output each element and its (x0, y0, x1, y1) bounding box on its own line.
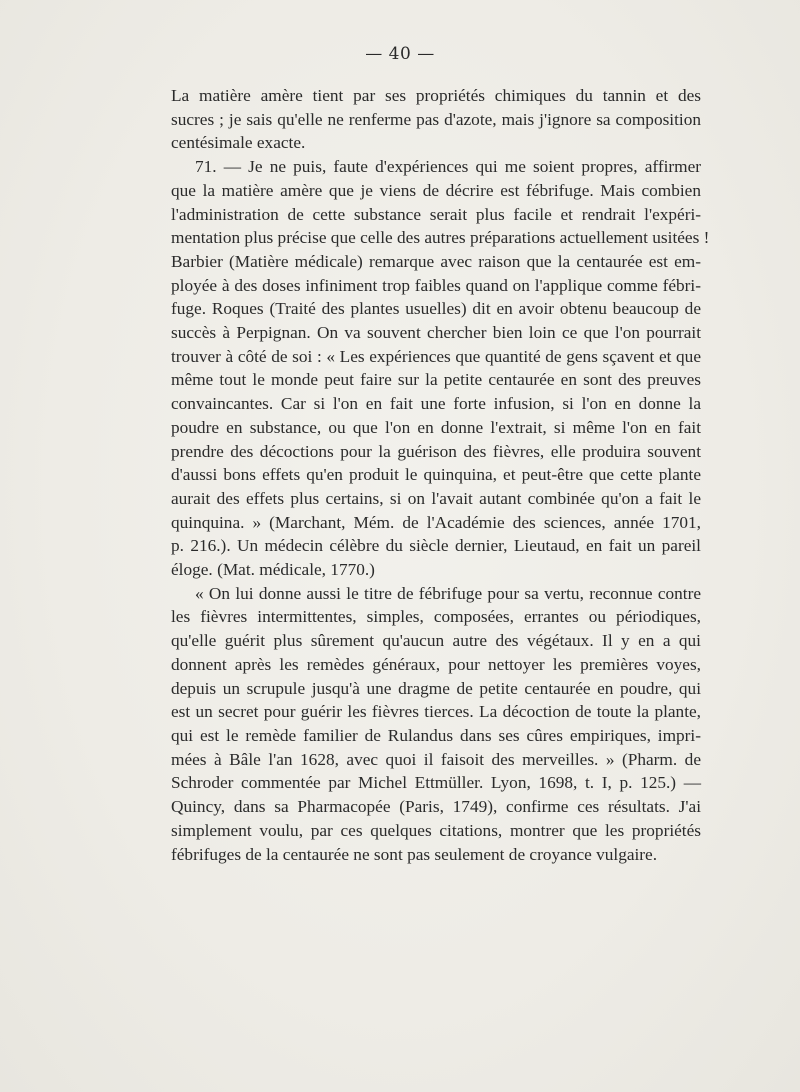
text-line: fébrifuges de la centaurée ne sont pas seulement de croyance vulgaire. (171, 844, 658, 864)
text-line: depuis un scrupule jusqu'à une dragme de petite centaurée en poudre, qui (171, 678, 701, 698)
text-line: aurait des effets plus certains, si on l'avait autant combinée qu'on a fait le (171, 488, 701, 508)
text-line: « On lui donne aussi le titre de fébrifuge pour sa vertu, reconnue contre (195, 583, 701, 603)
page-number: — 40 — (365, 44, 435, 64)
text-line: qu'elle guérit plus sûrement qu'aucun autre des végétaux. Il y en a qui (171, 631, 701, 651)
paragraph-3 (171, 582, 701, 866)
text-line: donnent après les remèdes généraux, pour nettoyer les premières voyes, (171, 654, 701, 674)
text-line: La matière amère tient par ses propriétés chimiques du tannin et des (171, 86, 701, 105)
text-line: p. 216.). Un médecin célèbre du siècle dernier, Lieutaud, en fait un pareil (171, 536, 701, 556)
text-line: les fièvres intermittentes, simples, composées, errantes ou périodiques, (171, 607, 701, 627)
text-line: succès à Perpignan. On va souvent chercher bien loin ce que l'on pourrait (171, 323, 701, 343)
text-line: 71. — Je ne puis, faute d'expériences qui me soient propres, affirmer (195, 157, 701, 177)
paragraph-2 (171, 155, 710, 582)
paragraph-1 (171, 84, 701, 155)
text-line: simplement voulu, par ces quelques citations, montrer que les propriétés (171, 820, 701, 840)
text-line: sucres ; je sais qu'elle ne renferme pas d'azote, mais j'ignore sa composition (171, 109, 701, 129)
text-line: poudre en substance, ou que l'on en donne l'extrait, si même l'on en fait (171, 417, 701, 437)
text-line: que la matière amère que je viens de décrire est fébrifuge. Mais combien (171, 180, 701, 200)
text-line: centésimale exacte. (171, 133, 306, 153)
text-line: est un secret pour guérir les fièvres tierces. La décoction de toute la plante, (171, 702, 701, 722)
text-line: Quincy, dans sa Pharmacopée (Paris, 1749), confirme ces résultats. J'ai (171, 797, 701, 817)
text-line: d'aussi bons effets qu'en produit le quinquina, et peut-être que cette plante (171, 465, 701, 485)
text-line: Schroder commentée par Michel Ettmüller. Lyon, 1698, t. I, p. 125.) — (171, 773, 701, 793)
text-line: fuge. Roques (Traité des plantes usuelles) dit en avoir obtenu beaucoup de (171, 299, 701, 319)
text-line: mées à Bâle l'an 1628, avec quoi il faisoit des merveilles. » (Pharm. de (171, 749, 701, 769)
text-line: prendre des décoctions pour la guérison des fièvres, elle produira souvent (171, 441, 701, 461)
text-line: l'administration de cette substance serait plus facile et rendrait l'expéri- (171, 204, 701, 224)
text-line: même tout le monde peut faire sur la petite centaurée en sont des preuves (171, 370, 701, 390)
text-line: convaincantes. Car si l'on en fait une forte infusion, si l'on en donne la (171, 394, 701, 414)
text-line: quinquina. » (Marchant, Mém. de l'Académie des sciences, année 1701, (171, 512, 701, 532)
body-text (171, 84, 710, 866)
text-line: qui est le remède familier de Rulandus dans ses cûres empiriques, impri- (171, 725, 701, 745)
text-line: ployée à des doses infiniment trop faibles quand on l'applique comme fébri- (171, 275, 701, 295)
text-line: mentation plus précise que celle des autres préparations actuellement usitées ! (171, 228, 710, 248)
text-line: trouver à côté de soi : « Les expériences que quantité de gens sçavent et que (171, 346, 701, 366)
text-line: éloge. (Mat. médicale, 1770.) (171, 560, 375, 580)
text-line: Barbier (Matière médicale) remarque avec raison que la centaurée est em- (171, 251, 701, 271)
